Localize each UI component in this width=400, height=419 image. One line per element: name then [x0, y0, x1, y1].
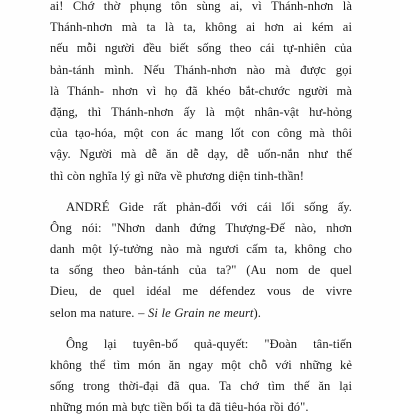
- paragraph-spacer: [50, 324, 352, 334]
- text-line-with-citation: [50, 303, 352, 324]
- text-line: thì còn nghĩa lý gì nữa về phương diện tinh-thần!: [50, 168, 305, 183]
- text-line: của tạo-hóa, một con ác mang lốt con công mà thôi: [50, 126, 352, 141]
- text-line: danh một lý-tưởng nào mà ngươi cấm ta, không cho: [50, 242, 352, 257]
- text-line: ANDRÉ Gide rất phản-đối với cái lối sống ấy.: [66, 199, 352, 214]
- text-line: ai! Chớ thờ phụng tôn sùng ai, vì Thánh-nhơn là: [50, 0, 352, 13]
- text-line: sống trong thời-đại đã qua. Ta chớ tìm thế ăn lại: [50, 379, 352, 394]
- citation-title: Si le Grain ne meurt: [148, 305, 254, 320]
- text-line: vậy. Người mà dễ ăn dễ dạy, dễ uốn-nắn như thế: [50, 147, 352, 162]
- text-line: Thánh-nhơn mà ta là ta, không ai hơn ai kém ai: [50, 20, 352, 35]
- text-segment: selon ma nature. –: [50, 305, 149, 320]
- text-segment: ).: [253, 305, 261, 320]
- paragraph: [50, 0, 352, 187]
- text-line: bản-tánh mình. Nếu Thánh-nhơn nào mà được gọi: [50, 62, 352, 77]
- text-line: ta sống theo bản-tánh của ta?" (Au nom de quel: [50, 263, 352, 278]
- text-line: đặng, thì Thánh-nhơn ấy là một nhân-vật hư-hỏng: [50, 104, 352, 119]
- text-line: không thể tìm món ăn ngay một chỗ với những kẻ: [50, 358, 352, 372]
- text-line: Ông nói: "Nhơn danh đứng Thượng-Đế nào, nhơn: [50, 220, 352, 235]
- text-line: là Thánh- nhơn vì họ đã khéo bắt-chước người mà: [50, 83, 352, 98]
- text-line: nếu mỗi người đều biết sống theo cái tự-nhiên của: [50, 41, 352, 56]
- paragraph-spacer: [50, 187, 352, 197]
- text-line: Ông lại tuyên-bố quả-quyết: "Đoàn tân-tiến: [66, 336, 352, 351]
- paragraph: [50, 334, 352, 419]
- page-text: [50, 0, 352, 419]
- text-line: những món mà bực tiền bối ta đã tiêu-hóa rồi đó".: [50, 400, 309, 415]
- paragraph: [50, 197, 352, 324]
- text-line: Dieu, de quel idéal me défendez vous de vivre: [50, 284, 352, 299]
